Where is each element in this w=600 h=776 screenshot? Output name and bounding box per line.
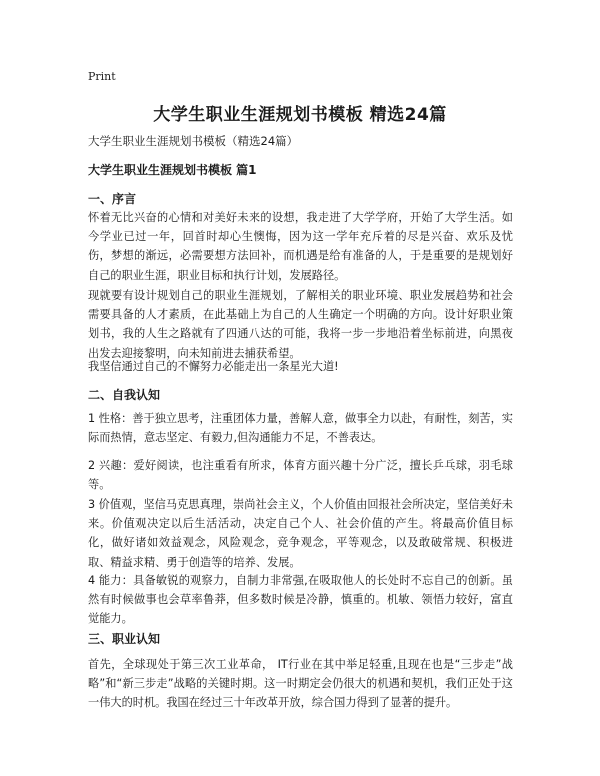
- main-heading: 大学生职业生涯规划书模板 篇1: [88, 163, 257, 177]
- paragraph: [88, 655, 513, 713]
- paragraph: [88, 357, 513, 376]
- print-label[interactable]: Print: [88, 70, 116, 83]
- paragraph-text: 2 兴趣：爱好阅读，也注重看有所求，体育方面兴趣十分广泛，擅长乒乓球，羽毛球等。: [88, 459, 513, 492]
- paragraph: [88, 495, 513, 572]
- paragraph: [88, 286, 513, 363]
- section-heading-career-awareness: 三、职业认知: [88, 632, 161, 646]
- paragraph-text: 1 性格：善于独立思考，注重团体力量，善解人意，做事全力以赴，有耐性，刻苦，实际而热情，意志坚定、有毅力,但沟通能力不足，不善表达。: [88, 412, 513, 445]
- document-subtitle: 大学生职业生涯规划书模板（精选24篇）: [88, 134, 299, 148]
- paragraph: [88, 571, 513, 629]
- paragraph: [88, 456, 513, 494]
- paragraph-text: 首先，全球现处于第三次工业革命， IT行业在其中举足轻重,且现在也是“三步走”战略”和“新三步走”战略的关键时期。这一时期定会仍很大的机遇和契机，我们正处于这一伟大的时机。我国在经过三十年改革开放，综合国力得到了显著的提升。: [88, 658, 513, 710]
- paragraph-text: 现就要有设计规划自己的职业生涯规划，了解相关的职业环境、职业发展趋势和社会需要具备的人才素质，在此基础上为自己的人生确定一个明确的方向。设计好职业策划书，我的人生之路就有了四通八达的可能，我将一步一步地沿着坐标前进，向黑夜出发去迎接黎明，向未知前进去捕获希望。: [88, 289, 513, 360]
- paragraph: [88, 208, 513, 285]
- document-title: 大学生职业生涯规划书模板 精选24篇: [153, 105, 447, 125]
- paragraph-text: 3 价值观，坚信马克思真理，崇尚社会主义，个人价值由回报社会所决定，坚信美好未来。价值观决定以后生活活动，决定自己个人、社会价值的产生。将最高价值目标化，做好诸如效益观念，风险观念，竞争观念，平等观念，以及敢破常规、积极进取、精益求精、勇于创造等的培养、发展。: [88, 498, 513, 569]
- paragraph-text: 4 能力：具备敏锐的观察力，自制力非常强,在吸取他人的长处时不忘自己的创新。虽然有时候做事也会草率鲁莽，但多数时候是冷静，慎重的。机敏、领悟力较好，富直觉能力。: [88, 574, 513, 626]
- paragraph-text: 怀着无比兴奋的心情和对美好未来的设想，我走进了大学学府，开始了大学生活。如今学业已过一年，回首时却心生懊悔，因为这一学年充斥着的尽是兴奋、欢乐及忧伤，梦想的渐远，必需要想方法回补，而机遇是给有准备的人，于是重要的是规划好自己的职业生涯，职业目标和执行计划，发展路径。: [88, 211, 513, 282]
- paragraph: [88, 409, 513, 447]
- section-heading-self-awareness: 二、自我认知: [88, 388, 161, 402]
- section-heading-preface: 一、序言: [88, 192, 137, 206]
- paragraph-text: 我坚信通过自己的不懈努力必能走出一条星光大道!: [88, 360, 339, 373]
